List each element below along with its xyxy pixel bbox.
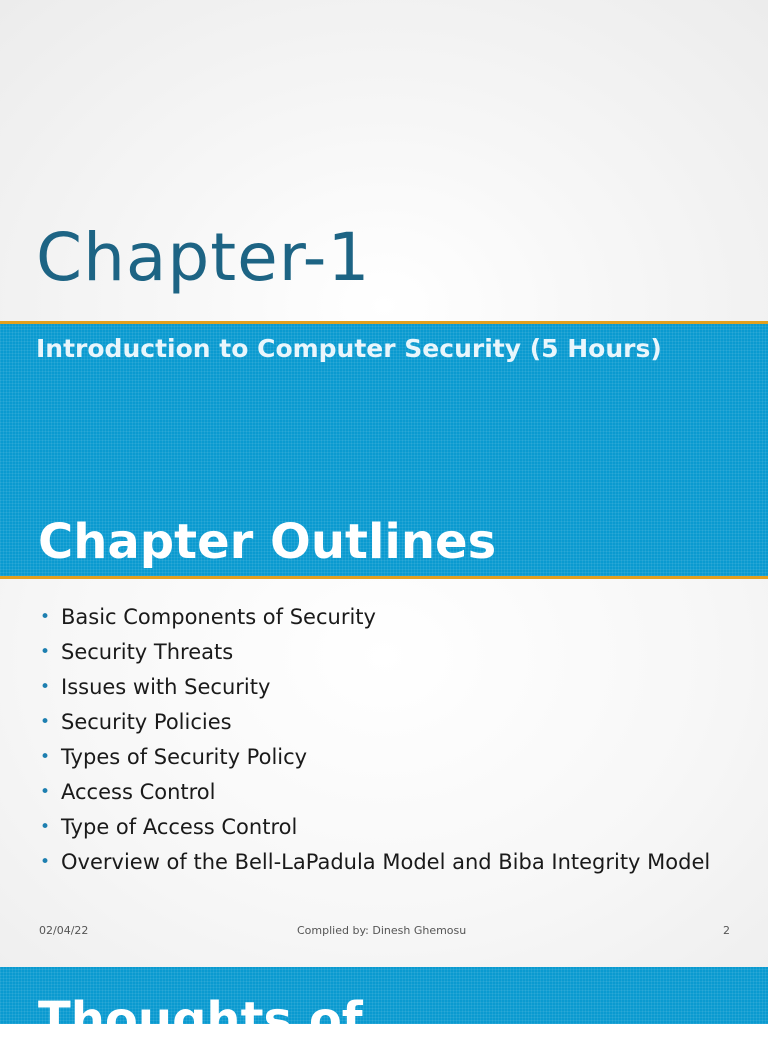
bullet-icon: • — [40, 607, 51, 627]
bullet-icon: • — [40, 852, 51, 872]
list-item-text: Overview of the Bell-LaPadula Model and Biba Integrity Model — [61, 850, 711, 874]
list-item-text: Types of Security Policy — [61, 745, 308, 769]
bullet-icon: • — [40, 747, 51, 767]
list-item-text: Access Control — [61, 780, 216, 804]
outline-list — [40, 604, 740, 884]
outline-slide-title: Chapter Outlines — [38, 514, 497, 570]
list-item — [40, 604, 740, 630]
list-item — [40, 849, 740, 875]
list-item — [40, 744, 740, 770]
list-item — [40, 674, 740, 700]
slide-title: Chapter-1 — [36, 219, 371, 296]
bullet-icon: • — [40, 782, 51, 802]
list-item — [40, 639, 740, 665]
footer-page-number: 2 — [723, 924, 730, 937]
bullet-icon: • — [40, 677, 51, 697]
list-item — [40, 779, 740, 805]
list-item — [40, 814, 740, 840]
slide-subtitle: Introduction to Computer Security (5 Hours) — [36, 334, 662, 363]
list-item-text: Security Policies — [61, 710, 232, 734]
bullet-icon: • — [40, 642, 51, 662]
list-item-text: Type of Access Control — [61, 815, 298, 839]
footer-author: Complied by: Dinesh Ghemosu — [297, 924, 467, 937]
list-item-text: Basic Components of Security — [61, 605, 376, 629]
bullet-icon: • — [40, 817, 51, 837]
list-item — [40, 709, 740, 735]
list-item-text: Issues with Security — [61, 675, 271, 699]
list-item-text: Security Threats — [61, 640, 234, 664]
footer-date: 02/04/22 — [39, 924, 89, 937]
bullet-icon: • — [40, 712, 51, 732]
next-slide-title: Thoughts of — [38, 992, 363, 1048]
